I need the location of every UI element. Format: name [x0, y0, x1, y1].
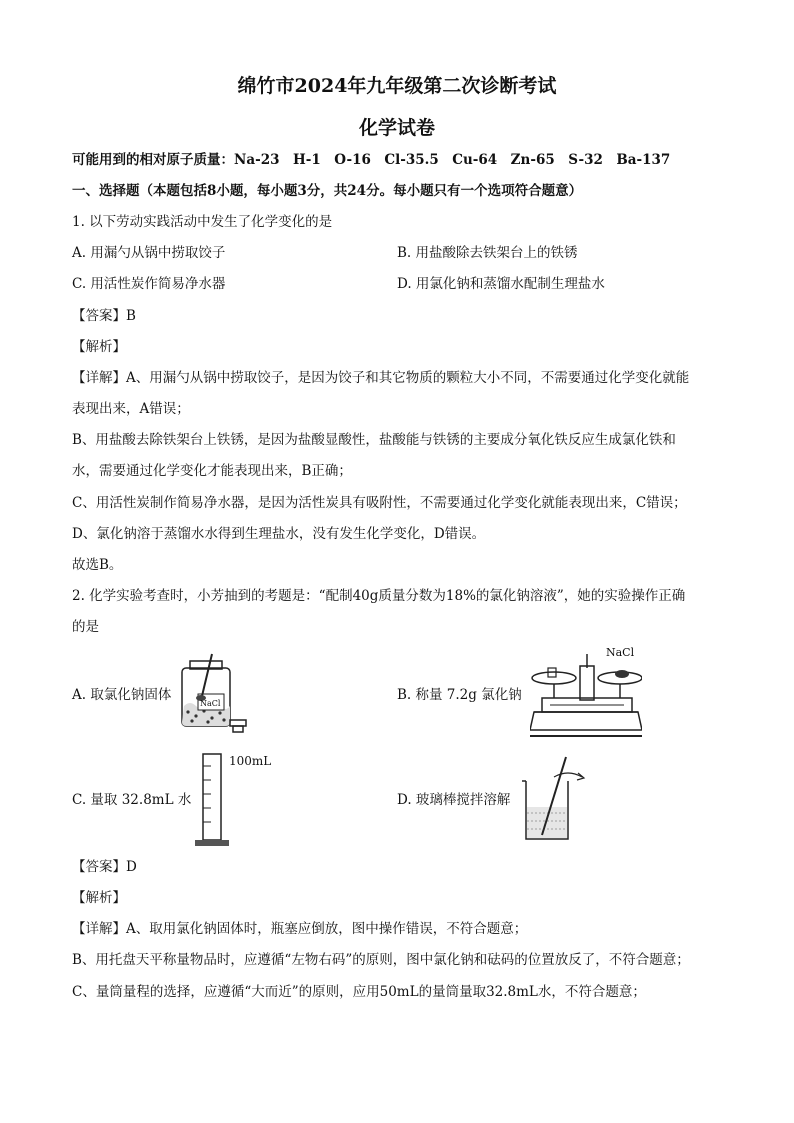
- q1-option-a: A. 用漏勺从锅中捞取饺子: [72, 245, 226, 261]
- q1-detail-line: D、氯化钠溶于蒸馏水水得到生理盐水，没有发生化学变化，D错误。: [72, 526, 486, 542]
- balance-label: NaCl: [606, 646, 635, 659]
- q2-option-d: D. 玻璃棒搅拌溶解: [397, 792, 511, 808]
- q2-stem-line: 2. 化学实验考查时，小芳抽到的考题是：“配制40g质量分数为18%的氯化钠溶液”，她的实验操作正确: [72, 588, 686, 604]
- figure-beaker-stirring: [520, 755, 600, 845]
- q1-detail-line: B、用盐酸去除铁架台上铁锈，是因为盐酸显酸性，盐酸能与铁锈的主要成分氧化铁反应生成氯化铁和: [72, 432, 676, 448]
- q2-detail-line: B、用托盘天平称量物品时，应遵循“左物右码”的原则，图中氯化钠和砝码的位置放反了，不符合题意；: [72, 952, 690, 968]
- figure-balance: [530, 646, 642, 744]
- q2-stem-line: 的是: [72, 619, 99, 635]
- q1-answer: 【答案】B: [72, 308, 136, 324]
- q2-analysis-label: 【解析】: [72, 890, 126, 906]
- q2-detail-line: C、量筒量程的选择，应遵循“大而近”的原则，应用50mL的量筒量取32.8mL水，不符合题意；: [72, 984, 646, 1000]
- q1-stem: 1. 以下劳动实践活动中发生了化学变化的是: [72, 214, 333, 230]
- cylinder-label: 100mL: [229, 754, 272, 768]
- section-heading: 一、选择题（本题包括8小题，每小题3分，共24分。每小题只有一个选项符合题意）: [72, 183, 583, 199]
- q2-option-c: C. 量取 32.8mL 水: [72, 792, 192, 808]
- page-title: 绵竹市2024年九年级第二次诊断考试: [237, 75, 557, 97]
- page-subtitle: 化学试卷: [358, 117, 435, 139]
- q1-detail-line: 故选B。: [72, 557, 123, 573]
- q1-detail-line: C、用活性炭制作简易净水器，是因为活性炭具有吸附性，不需要通过化学变化就能表现出来，C错误；: [72, 495, 687, 511]
- q2-option-b: B. 称量 7.2g 氯化钠: [397, 687, 522, 703]
- q1-option-c: C. 用活性炭作简易净水器: [72, 276, 226, 292]
- figure-reagent-jar: [176, 652, 256, 734]
- q2-answer: 【答案】D: [72, 859, 137, 875]
- q2-detail-line: 【详解】A、取用氯化钠固体时，瓶塞应倒放，图中操作错误，不符合题意；: [72, 921, 528, 937]
- figure-graduated-cylinder: [195, 752, 272, 848]
- q1-option-b: B. 用盐酸除去铁架台上的铁锈: [397, 245, 578, 261]
- atomic-masses: 可能用到的相对原子质量：Na-23 H-1 O-16 Cl-35.5 Cu-64 Zn-65 S-32 Ba-137: [72, 152, 671, 168]
- q1-detail-line: 表现出来，A错误；: [72, 401, 190, 417]
- jar-label: NaCl: [200, 699, 221, 708]
- q2-option-a: A. 取氯化钠固体: [72, 687, 172, 703]
- q1-analysis-label: 【解析】: [72, 339, 126, 355]
- q1-detail-line: 水，需要通过化学变化才能表现出来，B正确；: [72, 463, 352, 479]
- q1-option-d: D. 用氯化钠和蒸馏水配制生理盐水: [397, 276, 605, 292]
- q1-detail-line: 【详解】A、用漏勺从锅中捞取饺子，是因为饺子和其它物质的颗粒大小不同，不需要通过化学变化就能: [72, 370, 690, 386]
